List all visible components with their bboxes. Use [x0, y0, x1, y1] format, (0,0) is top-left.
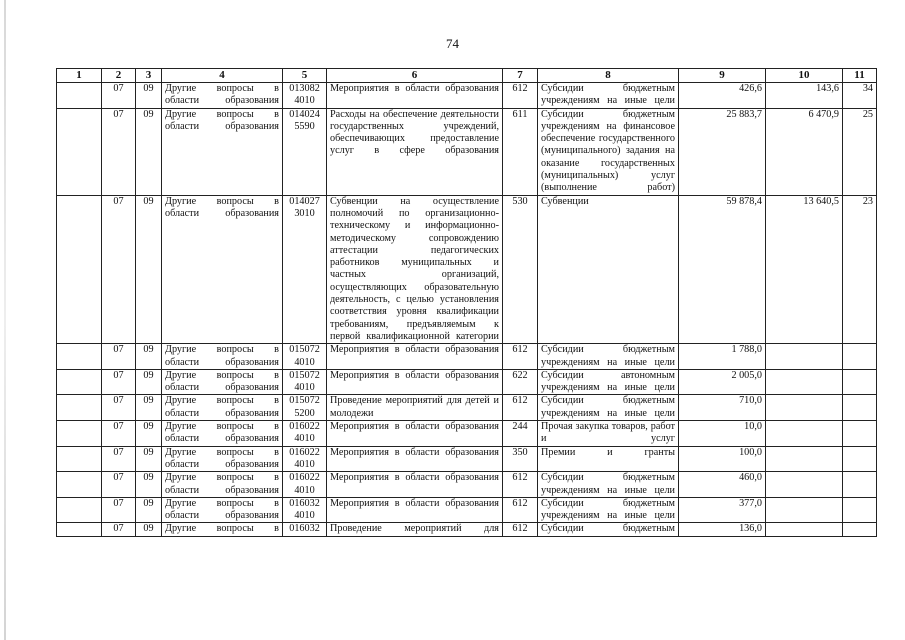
- table-row: [57, 108, 877, 195]
- row-col1: [57, 446, 102, 472]
- amount-col11: 23: [843, 195, 877, 344]
- section-code: 07: [102, 369, 136, 395]
- amount-col11: [843, 344, 877, 370]
- target-code: [283, 472, 327, 498]
- table-row: [57, 446, 877, 472]
- amount-col10: [766, 523, 843, 536]
- amount-col11: 34: [843, 83, 877, 109]
- amount-col9: 100,0: [679, 446, 766, 472]
- header-cell: 5: [283, 69, 327, 83]
- amount-col10: [766, 497, 843, 523]
- activity-description: Мероприятия в области образования: [327, 446, 503, 472]
- row-col1: [57, 395, 102, 421]
- expense-type-name: Субсидии бюджетным: [538, 523, 679, 536]
- subsection-code: 09: [136, 472, 162, 498]
- amount-col10: [766, 446, 843, 472]
- scan-edge: [4, 0, 6, 640]
- target-code-part2: 3010: [294, 207, 315, 219]
- subsection-code: 09: [136, 446, 162, 472]
- header-cell: 3: [136, 69, 162, 83]
- subsection-code: 09: [136, 195, 162, 344]
- target-code-part1: 016032: [289, 497, 320, 509]
- section-code: 07: [102, 344, 136, 370]
- expense-type-name: Прочая закупка товаров, работ и услуг: [538, 421, 679, 447]
- table-row: [57, 472, 877, 498]
- amount-col9: 377,0: [679, 497, 766, 523]
- subsection-code: 09: [136, 369, 162, 395]
- section-name: Другие вопросы в области образования: [162, 395, 283, 421]
- table-row: [57, 497, 877, 523]
- target-code: [283, 108, 327, 195]
- section-code: 07: [102, 446, 136, 472]
- row-col1: [57, 344, 102, 370]
- target-code: [283, 523, 327, 536]
- amount-col10: [766, 421, 843, 447]
- row-col1: [57, 369, 102, 395]
- header-cell: 4: [162, 69, 283, 83]
- target-code-part1: 015072: [289, 369, 320, 381]
- subsection-code: 09: [136, 497, 162, 523]
- row-col1: [57, 421, 102, 447]
- amount-col10: [766, 395, 843, 421]
- header-cell: 9: [679, 69, 766, 83]
- amount-col11: [843, 369, 877, 395]
- target-code-part2: 4010: [294, 484, 315, 496]
- target-code-part2: 4010: [294, 356, 315, 368]
- amount-col9: 25 883,7: [679, 108, 766, 195]
- target-code-part2: 4010: [294, 95, 315, 107]
- activity-description: Мероприятия в области образования: [327, 83, 503, 109]
- amount-col9: 460,0: [679, 472, 766, 498]
- row-col1: [57, 195, 102, 344]
- target-code-part1: 015072: [289, 395, 320, 407]
- activity-description: Мероприятия в области образования: [327, 344, 503, 370]
- activity-description: Мероприятия в области образования: [327, 369, 503, 395]
- amount-col10: 13 640,5: [766, 195, 843, 344]
- activity-description: Субвенции на осуществление полномочий по организационно-техническому и информационно-методическому сопровождению аттестации педагогических работников муниципальных и частных организаций, осуществляющих образовательную деятельность, с целью установления соответствия уровня квалификации требованиям, предъявляемым к первой квалификационной категории: [327, 195, 503, 344]
- row-col1: [57, 108, 102, 195]
- subsection-code: 09: [136, 395, 162, 421]
- activity-description: Мероприятия в области образования: [327, 421, 503, 447]
- subsection-code: 09: [136, 344, 162, 370]
- target-code-part2: 4010: [294, 433, 315, 445]
- target-code-part1: 014024: [289, 108, 320, 120]
- header-cell: 7: [503, 69, 538, 83]
- amount-col9: 59 878,4: [679, 195, 766, 344]
- section-code: 07: [102, 497, 136, 523]
- target-code: [283, 446, 327, 472]
- target-code-part1: 016022: [289, 472, 320, 484]
- amount-col9: 710,0: [679, 395, 766, 421]
- section-code: 07: [102, 395, 136, 421]
- section-code: 07: [102, 472, 136, 498]
- target-code-part1: 016032: [289, 523, 320, 535]
- amount-col9: 136,0: [679, 523, 766, 536]
- expense-type-code: 612: [503, 344, 538, 370]
- section-name: Другие вопросы в области образования: [162, 108, 283, 195]
- activity-description: Мероприятия в области образования: [327, 472, 503, 498]
- expense-type-name: Субвенции: [538, 195, 679, 344]
- section-name: Другие вопросы в области образования: [162, 497, 283, 523]
- activity-description: Мероприятия в области образования: [327, 497, 503, 523]
- budget-table: [56, 68, 877, 537]
- section-name: Другие вопросы в области образования: [162, 83, 283, 109]
- amount-col9: 426,6: [679, 83, 766, 109]
- activity-description: Проведение мероприятий для детей и молодежи: [327, 395, 503, 421]
- table-header-row: [57, 69, 877, 83]
- target-code: [283, 344, 327, 370]
- table-row: [57, 195, 877, 344]
- section-name: Другие вопросы в области образования: [162, 446, 283, 472]
- row-col1: [57, 83, 102, 109]
- table-row: [57, 83, 877, 109]
- expense-type-name: Субсидии бюджетным учреждениям на иные цели: [538, 395, 679, 421]
- row-col1: [57, 497, 102, 523]
- subsection-code: 09: [136, 83, 162, 109]
- section-code: 07: [102, 83, 136, 109]
- amount-col10: [766, 344, 843, 370]
- section-name: Другие вопросы в области образования: [162, 472, 283, 498]
- header-cell: 11: [843, 69, 877, 83]
- target-code-part2: 5200: [294, 407, 315, 419]
- expense-type-code: 612: [503, 497, 538, 523]
- amount-col11: [843, 446, 877, 472]
- section-code: 07: [102, 523, 136, 536]
- expense-type-name: Субсидии бюджетным учреждениям на иные цели: [538, 472, 679, 498]
- expense-type-name: Субсидии бюджетным учреждениям на иные цели: [538, 344, 679, 370]
- section-name: Другие вопросы в: [162, 523, 283, 536]
- expense-type-name: Субсидии бюджетным учреждениям на иные цели: [538, 83, 679, 109]
- target-code-part1: 013082: [289, 83, 320, 94]
- header-cell: 6: [327, 69, 503, 83]
- target-code: [283, 421, 327, 447]
- expense-type-name: Субсидии бюджетным учреждениям на финансовое обеспечение государственного (муниципального) задания на оказание государственных (муниципальных) услуг (выполнение работ): [538, 108, 679, 195]
- header-cell: 8: [538, 69, 679, 83]
- header-cell: 10: [766, 69, 843, 83]
- amount-col10: 143,6: [766, 83, 843, 109]
- table-row: [57, 344, 877, 370]
- section-name: Другие вопросы в области образования: [162, 195, 283, 344]
- subsection-code: 09: [136, 523, 162, 536]
- expense-type-name: Премии и гранты: [538, 446, 679, 472]
- target-code-part1: 014027: [289, 195, 320, 207]
- expense-type-name: Субсидии бюджетным учреждениям на иные цели: [538, 497, 679, 523]
- section-name: Другие вопросы в области образования: [162, 369, 283, 395]
- table-row: [57, 421, 877, 447]
- target-code: [283, 195, 327, 344]
- target-code-part2: 4010: [294, 458, 315, 470]
- target-code-part1: 016022: [289, 446, 320, 458]
- section-code: 07: [102, 421, 136, 447]
- section-code: 07: [102, 195, 136, 344]
- subsection-code: 09: [136, 421, 162, 447]
- page-number: 74: [446, 36, 459, 51]
- target-code-part1: 016022: [289, 421, 320, 433]
- amount-col11: [843, 523, 877, 536]
- header-cell: 2: [102, 69, 136, 83]
- amount-col11: [843, 421, 877, 447]
- amount-col10: [766, 369, 843, 395]
- table-row: [57, 395, 877, 421]
- target-code: [283, 369, 327, 395]
- header-cell: 1: [57, 69, 102, 83]
- amount-col11: 25: [843, 108, 877, 195]
- activity-description: Проведение мероприятий для: [327, 523, 503, 536]
- amount-col11: [843, 472, 877, 498]
- amount-col11: [843, 497, 877, 523]
- expense-type-code: 244: [503, 421, 538, 447]
- expense-type-code: 622: [503, 369, 538, 395]
- target-code: [283, 395, 327, 421]
- amount-col11: [843, 395, 877, 421]
- amount-col10: [766, 472, 843, 498]
- section-name: Другие вопросы в области образования: [162, 421, 283, 447]
- table-row: [57, 523, 877, 536]
- section-name: Другие вопросы в области образования: [162, 344, 283, 370]
- expense-type-code: 350: [503, 446, 538, 472]
- amount-col10: 6 470,9: [766, 108, 843, 195]
- row-col1: [57, 472, 102, 498]
- subsection-code: 09: [136, 108, 162, 195]
- activity-description: Расходы на обеспечение деятельности государственных учреждений, обеспечивающих предоставление услуг в сфере образования: [327, 108, 503, 195]
- amount-col9: 10,0: [679, 421, 766, 447]
- amount-col9: 1 788,0: [679, 344, 766, 370]
- expense-type-code: 612: [503, 83, 538, 109]
- expense-type-code: 611: [503, 108, 538, 195]
- expense-type-name: Субсидии автономным учреждениям на иные цели: [538, 369, 679, 395]
- target-code-part2: 5590: [294, 120, 315, 132]
- section-code: 07: [102, 108, 136, 195]
- table-row: [57, 369, 877, 395]
- expense-type-code: 612: [503, 395, 538, 421]
- target-code-part1: 015072: [289, 344, 320, 356]
- expense-type-code: 612: [503, 523, 538, 536]
- target-code-part2: 4010: [294, 382, 315, 394]
- amount-col9: 2 005,0: [679, 369, 766, 395]
- target-code-part2: 4010: [294, 510, 315, 522]
- target-code: [283, 497, 327, 523]
- expense-type-code: 530: [503, 195, 538, 344]
- expense-type-code: 612: [503, 472, 538, 498]
- target-code: [283, 83, 327, 109]
- row-col1: [57, 523, 102, 536]
